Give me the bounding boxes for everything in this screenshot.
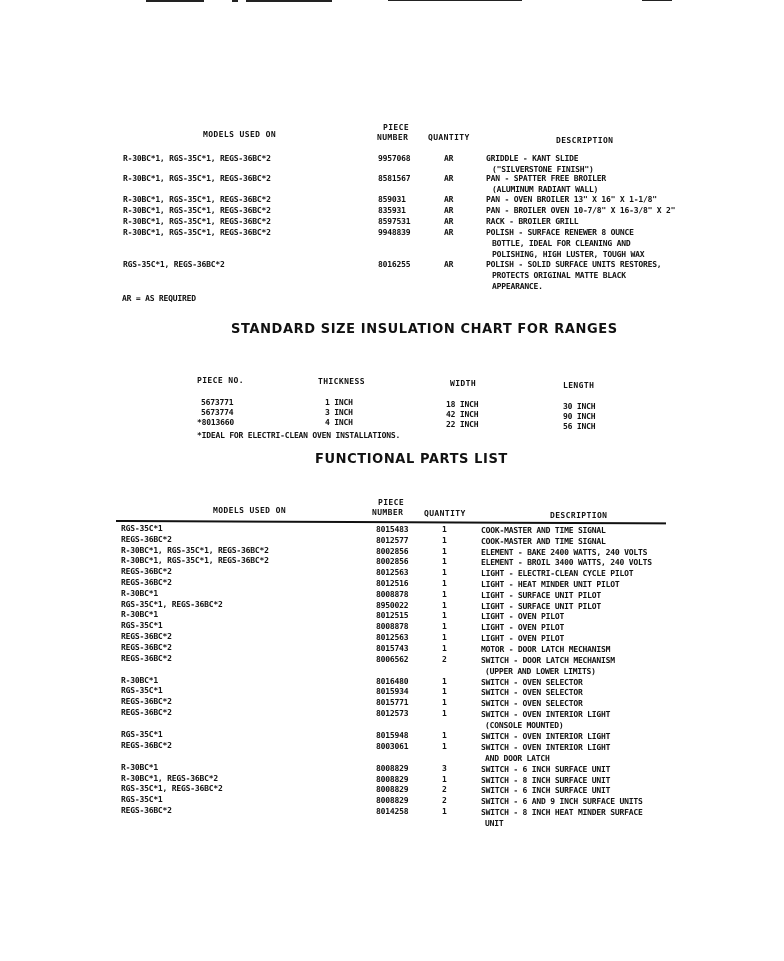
models-cell: RGS-35C*1, REGS-36BC*2: [123, 260, 225, 269]
piece-number-cell: 8015483: [376, 525, 409, 534]
description-cell: LIGHT - HEAT MINDER UNIT PILOT: [481, 580, 620, 589]
quantity-cell: 1: [442, 546, 447, 556]
models-cell: RGS-35C*1: [121, 686, 163, 696]
piece-number-cell: 8012563: [376, 633, 409, 642]
description-cell: MOTOR - DOOR LATCH MECHANISM: [481, 644, 611, 654]
models-cell: R-30BC*1, RGS-35C*1, REGS-36BC*2: [123, 206, 271, 215]
piece-number-cell: 8015743: [376, 643, 409, 653]
quantity-cell: 2: [442, 796, 447, 806]
piece-number-cell: 9948839: [378, 228, 411, 237]
insulation-header-piece: PIECE NO.: [197, 376, 244, 385]
quantity-cell: 1: [442, 774, 447, 784]
description-cell: SWITCH - 6 INCH SURFACE UNIT: [481, 786, 611, 796]
description-cell: SWITCH - DOOR LATCH MECHANISM: [481, 655, 615, 665]
insulation-header-thickness: THICKNESS: [318, 377, 365, 386]
models-cell: R-30BC*1, RGS-35C*1, REGS-36BC*2: [123, 217, 271, 226]
quantity-cell: 3: [442, 763, 447, 773]
models-cell: REGS-36BC*2: [121, 806, 172, 815]
description-cell: LIGHT - SURFACE UNIT PILOT: [481, 590, 602, 600]
description-cell: SWITCH - OVEN INTERIOR LIGHT: [481, 732, 611, 741]
piece-number-cell: 8014258: [376, 807, 409, 816]
quantity-cell: AR: [444, 217, 454, 226]
description-cell: PAN - OVEN BROILER 13" X 16" X 1-1/8": [486, 195, 657, 204]
thickness-cell: 1 INCH: [325, 398, 353, 407]
models-cell: REGS-36BC*2: [121, 632, 172, 641]
piece-number-cell: 8008829: [376, 796, 409, 806]
description-cell: LIGHT - OVEN PILOT: [481, 634, 565, 643]
functional-header-piece: PIECE: [378, 498, 405, 507]
models-cell: R-30BC*1, RGS-35C*1, REGS-36BC*2: [123, 174, 271, 183]
width-cell: 42 INCH: [446, 410, 479, 419]
piece-number-cell: 5673771: [201, 398, 234, 407]
piece-number-cell: 8008878: [376, 622, 409, 632]
piece-number-cell: 8016255: [378, 260, 411, 269]
quantity-cell: 1: [442, 807, 447, 816]
quantity-cell: 2: [442, 654, 447, 664]
piece-number-cell: 8008829: [376, 774, 409, 784]
description-cell: (UPPER AND LOWER LIMITS): [485, 666, 596, 676]
description-cell: SWITCH - OVEN SELECTOR: [481, 688, 583, 698]
piece-number-cell: 835931: [378, 206, 406, 215]
length-cell: 56 INCH: [563, 422, 596, 431]
models-cell: R-30BC*1: [121, 675, 158, 685]
description-cell: SWITCH - 8 INCH HEAT MINDER SURFACE: [481, 808, 643, 817]
description-cell: POLISH - SURFACE RENEWER 8 OUNCE: [486, 228, 634, 237]
models-cell: R-30BC*1, REGS-36BC*2: [121, 773, 218, 783]
description-cell: SWITCH - 6 INCH SURFACE UNIT: [481, 764, 611, 774]
models-cell: REGS-36BC*2: [121, 578, 172, 587]
piece-number-cell: 8015771: [376, 698, 409, 708]
piece-number-cell: 8597531: [378, 217, 411, 226]
description-cell: COOK-MASTER AND TIME SIGNAL: [481, 526, 606, 535]
piece-number-cell: 5673774: [201, 408, 234, 417]
piece-number-cell: 8016480: [376, 676, 409, 686]
length-cell: 30 INCH: [563, 402, 596, 411]
quantity-cell: AR: [444, 195, 454, 204]
models-cell: REGS-36BC*2: [121, 642, 172, 652]
quantity-cell: AR: [444, 260, 454, 269]
description-cell: AND DOOR LATCH: [485, 753, 550, 763]
description-cell: LIGHT - SURFACE UNIT PILOT: [481, 601, 602, 611]
quantity-cell: 1: [442, 535, 447, 545]
quantity-cell: 1: [442, 741, 447, 751]
description-cell: LIGHT - ELECTRI-CLEAN CYCLE PILOT: [481, 569, 634, 579]
description-cell: SWITCH - OVEN SELECTOR: [481, 677, 583, 687]
piece-number-cell: *8013660: [197, 418, 234, 427]
description-cell: PAN - BROILER OVEN 10-7/8" X 16-3/8" X 2": [486, 206, 676, 215]
accessories-note: AR = AS REQUIRED: [122, 294, 196, 303]
accessories-header-description: DESCRIPTION: [556, 136, 614, 145]
description-cell: SWITCH - OVEN SELECTOR: [481, 699, 583, 709]
piece-number-cell: 8008829: [376, 785, 409, 795]
description-cell: GRIDDLE - KANT SLIDE: [486, 154, 579, 163]
models-cell: REGS-36BC*2: [121, 653, 172, 663]
models-cell: RGS-35C*1: [121, 730, 163, 739]
piece-number-cell: 8006562: [376, 654, 409, 664]
models-cell: REGS-36BC*2: [121, 567, 172, 577]
top-edge-fragment: [146, 0, 204, 2]
description-cell: LIGHT - OVEN PILOT: [481, 612, 565, 622]
quantity-cell: 1: [442, 557, 447, 567]
description-cell: BOTTLE, IDEAL FOR CLEANING AND: [492, 239, 631, 248]
description-cell: (CONSOLE MOUNTED): [485, 721, 564, 730]
models-cell: RGS-35C*1: [121, 621, 163, 631]
models-cell: RGS-35C*1, REGS-36BC*2: [121, 599, 223, 609]
quantity-cell: 1: [442, 525, 447, 534]
description-cell: SWITCH - OVEN INTERIOR LIGHT: [481, 742, 611, 752]
quantity-cell: AR: [444, 206, 454, 215]
piece-number-cell: 8012577: [376, 535, 409, 545]
quantity-cell: 1: [442, 687, 447, 697]
models-cell: REGS-36BC*2: [121, 697, 172, 707]
piece-number-cell: 8012515: [376, 611, 409, 621]
insulation-title: STANDARD SIZE INSULATION CHART FOR RANGES: [231, 322, 618, 337]
quantity-cell: 1: [442, 676, 447, 686]
description-cell: SWITCH - OVEN INTERIOR LIGHT: [481, 710, 611, 719]
quantity-cell: 1: [442, 568, 447, 578]
piece-number-cell: 8581567: [378, 174, 411, 183]
description-cell: COOK-MASTER AND TIME SIGNAL: [481, 536, 606, 546]
description-cell: POLISH - SOLID SURFACE UNITS RESTORES,: [486, 260, 662, 269]
description-cell: ELEMENT - BROIL 3400 WATTS, 240 VOLTS: [481, 558, 652, 568]
quantity-cell: 1: [442, 698, 447, 708]
models-cell: REGS-36BC*2: [121, 708, 172, 717]
functional-header-description: DESCRIPTION: [550, 511, 608, 520]
quantity-cell: 1: [442, 633, 447, 642]
quantity-cell: 1: [442, 579, 447, 588]
models-cell: RGS-35C*1, REGS-36BC*2: [121, 784, 223, 794]
insulation-header-width: WIDTH: [450, 379, 477, 388]
piece-number-cell: 8015948: [376, 731, 409, 740]
accessories-header-models: MODELS USED ON: [203, 130, 277, 139]
piece-number-cell: 859031: [378, 195, 406, 204]
description-cell: ("SILVERSTONE FINISH"): [492, 165, 594, 174]
functional-header-quantity: QUANTITY: [424, 509, 466, 518]
quantity-cell: AR: [444, 154, 454, 163]
models-cell: REGS-36BC*2: [121, 740, 172, 750]
quantity-cell: 1: [442, 611, 447, 621]
accessories-header-quantity: QUANTITY: [428, 133, 470, 142]
description-cell: RACK - BROILER GRILL: [486, 217, 579, 226]
quantity-cell: 1: [442, 600, 447, 610]
description-cell: POLISHING, HIGH LUSTER, TOUGH WAX: [492, 250, 645, 259]
piece-number-cell: 8950022: [376, 600, 409, 610]
quantity-cell: AR: [444, 228, 454, 237]
quantity-cell: 1: [442, 622, 447, 632]
length-cell: 90 INCH: [563, 412, 596, 421]
quantity-cell: 2: [442, 785, 447, 795]
quantity-cell: 1: [442, 643, 447, 653]
piece-number-cell: 8012573: [376, 709, 409, 718]
models-cell: R-30BC*1: [121, 762, 158, 772]
models-cell: RGS-35C*1: [121, 524, 163, 533]
piece-number-cell: 8008878: [376, 589, 409, 599]
top-edge-fragment: [232, 0, 238, 2]
description-cell: LIGHT - OVEN PILOT: [481, 623, 565, 633]
piece-number-cell: 8008829: [376, 763, 409, 773]
thickness-cell: 3 INCH: [325, 408, 353, 417]
accessories-header-number: NUMBER: [377, 133, 409, 142]
description-cell: (ALUMINUM RADIANT WALL): [492, 185, 599, 194]
top-edge-fragment: [642, 0, 672, 1]
piece-number-cell: 8002856: [376, 557, 409, 567]
quantity-cell: 1: [442, 709, 447, 718]
models-cell: R-30BC*1: [121, 588, 158, 598]
description-cell: SWITCH - 8 INCH SURFACE UNIT: [481, 775, 611, 785]
top-edge-fragment: [246, 0, 332, 2]
quantity-cell: 1: [442, 589, 447, 599]
description-cell: PROTECTS ORIGINAL MATTE BLACK: [492, 271, 626, 280]
piece-number-cell: 8002856: [376, 546, 409, 556]
insulation-note: *IDEAL FOR ELECTRI-CLEAN OVEN INSTALLATIONS.: [197, 431, 401, 440]
models-cell: R-30BC*1: [121, 610, 158, 620]
piece-number-cell: 8015934: [376, 687, 409, 697]
models-cell: R-30BC*1, RGS-35C*1, REGS-36BC*2: [123, 195, 271, 204]
models-cell: R-30BC*1, RGS-35C*1, REGS-36BC*2: [123, 154, 271, 163]
piece-number-cell: 8012516: [376, 579, 409, 588]
accessories-header-piece: PIECE: [383, 123, 410, 132]
width-cell: 22 INCH: [446, 420, 479, 429]
functional-header-models: MODELS USED ON: [213, 506, 287, 515]
models-cell: RGS-35C*1: [121, 795, 163, 805]
quantity-cell: 1: [442, 731, 447, 740]
quantity-cell: AR: [444, 174, 454, 183]
functional-header-number: NUMBER: [372, 508, 404, 517]
description-cell: SWITCH - 6 AND 9 INCH SURFACE UNITS: [481, 797, 643, 807]
top-edge-fragment: [388, 0, 522, 1]
insulation-header-length: LENGTH: [563, 381, 595, 390]
piece-number-cell: 8003061: [376, 741, 409, 751]
description-cell: UNIT: [485, 819, 504, 828]
models-cell: REGS-36BC*2: [121, 534, 172, 544]
width-cell: 18 INCH: [446, 400, 479, 409]
description-cell: APPEARANCE.: [492, 282, 543, 291]
thickness-cell: 4 INCH: [325, 418, 353, 427]
piece-number-cell: 8012563: [376, 568, 409, 578]
piece-number-cell: 9957068: [378, 154, 411, 163]
models-cell: R-30BC*1, RGS-35C*1, REGS-36BC*2: [121, 545, 269, 555]
functional-title: FUNCTIONAL PARTS LIST: [315, 452, 508, 467]
models-cell: R-30BC*1, RGS-35C*1, REGS-36BC*2: [123, 228, 271, 237]
models-cell: R-30BC*1, RGS-35C*1, REGS-36BC*2: [121, 556, 269, 566]
description-cell: ELEMENT - BAKE 2400 WATTS, 240 VOLTS: [481, 547, 648, 557]
description-cell: PAN - SPATTER FREE BROILER: [486, 174, 607, 183]
